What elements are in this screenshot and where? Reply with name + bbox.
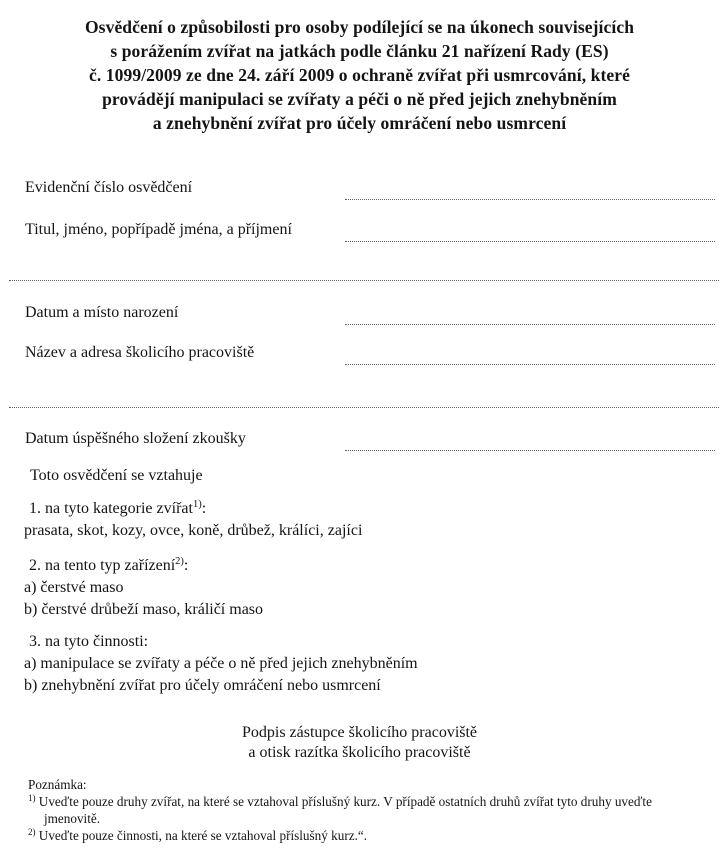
section-activities <box>24 631 709 697</box>
notes-block <box>28 776 711 844</box>
field-label-training-facility: Název a adresa školicího pracoviště <box>25 344 255 361</box>
title-line-2: s porážením zvířat na jatkách podle článku 21 nařízení Rady (ES) <box>110 41 609 61</box>
field-row-training-facility <box>25 342 715 365</box>
section-2-heading-text: 2. na tento typ zařízení <box>29 557 176 574</box>
field-label-birth: Datum a místo narození <box>25 304 179 321</box>
section-facility-types <box>24 555 709 621</box>
section-3-item-b: b) znehybnění zvířat pro účely omráčení nebo usmrcení <box>24 677 381 694</box>
fill-in-line-birth <box>345 303 715 325</box>
section-1-item-1: prasata, skot, kozy, ovce, koně, drůbež, králíci, zajíci <box>24 522 363 539</box>
field-label-certificate-number: Evidenční číslo osvědčení <box>25 179 193 196</box>
fill-in-line-name <box>345 220 715 242</box>
footnote-2 <box>28 827 711 844</box>
section-2-heading <box>29 555 709 577</box>
dotted-separator-1 <box>9 280 719 281</box>
footnote-ref-1: 1) <box>192 499 202 510</box>
footnote-1 <box>28 793 711 827</box>
notes-heading: Poznámka: <box>28 777 87 792</box>
document-title <box>18 15 701 135</box>
section-2-item-b: b) čerstvé drůbeží maso, králičí maso <box>24 601 264 618</box>
footnote-1-marker: 1) <box>28 793 36 803</box>
section-3-item-a: a) manipulace se zvířaty a péče o ně před jejich znehybněním <box>24 655 418 672</box>
field-label-exam-date: Datum úspěšného složení zkoušky <box>25 430 246 447</box>
signature-line-2: a otisk razítka školicího pracoviště <box>248 744 471 761</box>
field-label-name: Titul, jméno, popřípadě jména, a příjmení <box>25 221 292 238</box>
field-row-birth <box>25 302 715 325</box>
signature-block <box>0 723 719 763</box>
fill-in-line-training-facility <box>345 343 715 365</box>
intro-text: Toto osvědčení se vztahuje <box>30 467 203 484</box>
footnote-2-marker: 2) <box>28 827 36 837</box>
field-row-certificate-number <box>25 177 715 200</box>
title-line-1: Osvědčení o způsobilosti pro osoby podílející se na úkonech souvisejících <box>84 17 635 37</box>
title-line-3: č. 1099/2009 ze dne 24. září 2009 o ochraně zvířat při usmrcování, které <box>88 65 631 85</box>
section-1-heading-text: 1. na tyto kategorie zvířat <box>29 500 193 517</box>
title-line-4: provádějí manipulaci se zvířaty a péči o ně před jejich znehybněním <box>102 89 617 109</box>
signature-line-1: Podpis zástupce školicího pracoviště <box>241 724 478 741</box>
footnote-2-text: Uveďte pouze činnosti, na které se vztahoval příslušný kurz.“. <box>38 828 368 843</box>
section-3-heading-colon: : <box>143 633 149 650</box>
fill-in-line-exam-date <box>345 429 715 451</box>
dotted-separator-2 <box>9 407 719 408</box>
footnote-ref-2: 2) <box>175 556 184 567</box>
title-line-5: a znehybnění zvířat pro účely omráčení nebo usmrcení <box>152 113 567 133</box>
field-row-name <box>25 219 715 242</box>
section-3-heading-text: 3. na tyto činnosti <box>29 633 144 650</box>
section-1-heading <box>29 498 709 520</box>
section-2-item-a: a) čerstvé maso <box>24 579 124 596</box>
field-row-exam-date <box>25 428 715 451</box>
section-1-heading-colon: : <box>201 500 207 517</box>
section-2-heading-colon: : <box>183 557 189 574</box>
section-animal-categories <box>24 498 709 542</box>
footnote-1-text: Uveďte pouze druhy zvířat, na které se vztahoval příslušný kurz. V případě ostatních druhů zvířat tyto druhy uveďte jmenovitě. <box>38 794 652 826</box>
fill-in-line-certificate-number <box>345 178 715 200</box>
section-3-heading <box>29 631 709 653</box>
